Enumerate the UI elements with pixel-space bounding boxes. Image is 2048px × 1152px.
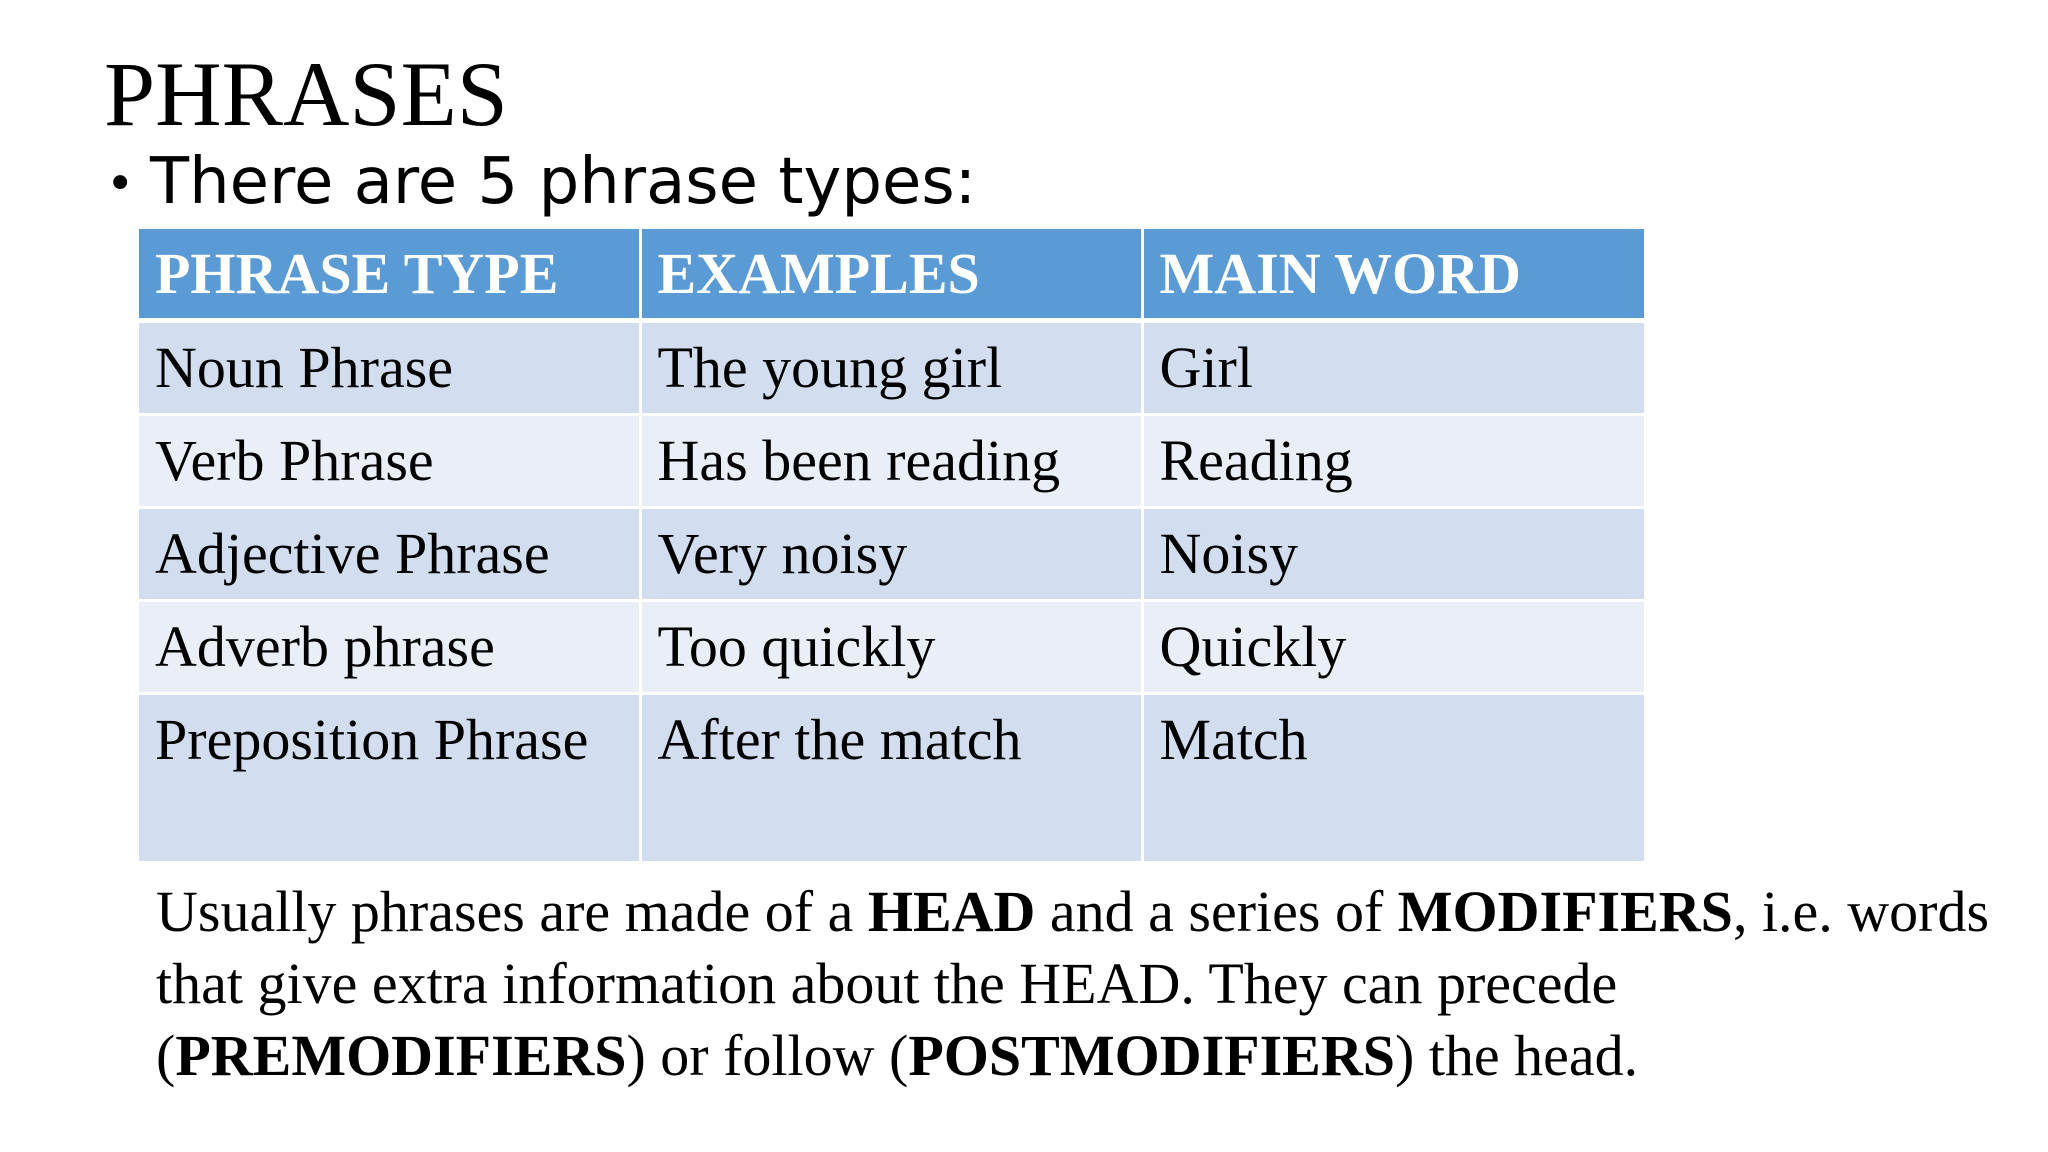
header-examples: EXAMPLES [640,229,1142,321]
header-main-word: MAIN WORD [1142,229,1644,321]
bullet-dot-icon: • [106,156,135,212]
note-text: Usually phrases are made of a [156,879,868,944]
header-phrase-type: PHRASE TYPE [139,229,640,321]
note-bold-term: HEAD [867,879,1036,944]
cell-example: Too quickly [640,601,1142,694]
cell-main-word: Girl [1142,321,1644,415]
cell-main-word: Quickly [1142,601,1644,694]
cell-phrase-type: Adverb phrase [139,601,640,694]
table-row [139,321,1644,415]
note-text: ) the head. [1395,1023,1639,1088]
note-bold-term: PREMODIFIERS [175,1023,627,1088]
cell-main-word: Match [1142,694,1644,862]
note-text: and a series of [1035,879,1398,944]
cell-phrase-type: Verb Phrase [139,415,640,508]
note-text: ) or follow ( [626,1023,909,1088]
table-row [139,601,1644,694]
note-bold-term: POSTMODIFIERS [908,1023,1395,1088]
cell-phrase-type: Noun Phrase [139,321,640,415]
note-bold-term: MODIFIERS [1397,879,1733,944]
cell-example: The young girl [640,321,1142,415]
cell-main-word: Noisy [1142,508,1644,601]
cell-example: Very noisy [640,508,1142,601]
slide-title: PHRASES [104,43,508,145]
table-row [139,415,1644,508]
explanation-paragraph [156,876,2016,1092]
cell-example: After the match [640,694,1142,862]
note-text: , i.e. words that give extra information about the HEAD. They can precede ( [156,879,1990,1088]
table-header-row [139,229,1644,321]
cell-example: Has been reading [640,415,1142,508]
table-row [139,508,1644,601]
cell-main-word: Reading [1142,415,1644,508]
phrase-types-table [139,229,1644,861]
bullet-text: There are 5 phrase types: [150,145,977,219]
table-row [139,694,1644,862]
cell-phrase-type: Preposition Phrase [139,694,640,862]
cell-phrase-type: Adjective Phrase [139,508,640,601]
bullet-point [106,142,976,222]
